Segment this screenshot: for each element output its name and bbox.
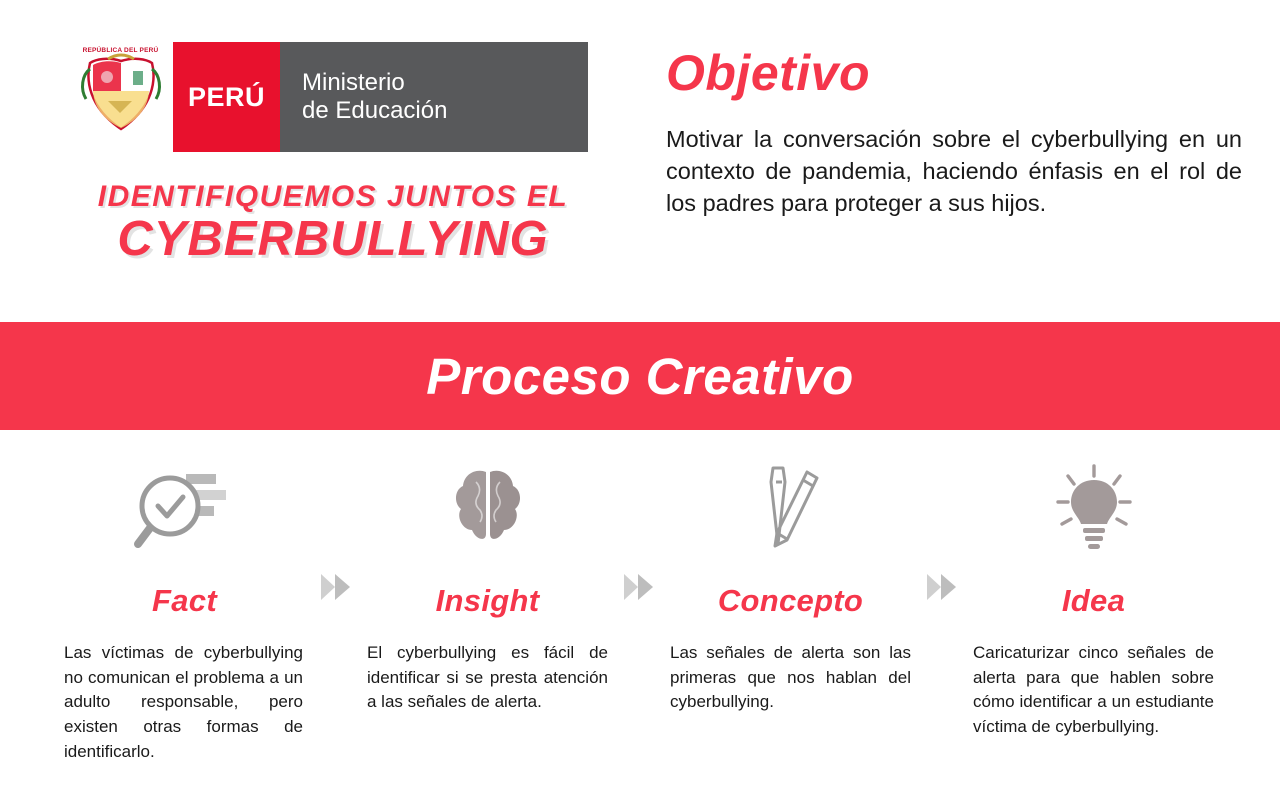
campaign-title-line-2: CYBERBULLYING	[117, 212, 549, 266]
campaign-title-line-1: IDENTIFIQUEMOS JUNTOS EL	[97, 180, 569, 213]
arrow-1	[311, 430, 361, 764]
peru-coat-of-arms-icon	[78, 47, 164, 147]
ministry-line-1: Ministerio	[302, 69, 405, 97]
objective-block	[666, 44, 1242, 220]
objective-title: Objetivo	[666, 45, 871, 101]
magnifier-check-icon	[58, 452, 311, 567]
brain-icon	[361, 452, 614, 567]
process-step-insight	[361, 430, 614, 764]
brand-block	[68, 42, 608, 265]
minedu-logo	[68, 42, 588, 152]
ministry-line-2: de Educación	[302, 97, 448, 124]
process-banner-title: Proceso Creativo	[426, 347, 854, 405]
process-step-text: Las víctimas de cyberbullying no comunican el problema a un adulto responsable, pero existen otras formas de identificarlo.	[64, 643, 303, 761]
process-section	[0, 430, 1280, 800]
process-step-idea	[967, 430, 1220, 764]
process-step-title: Insight	[435, 583, 540, 618]
chevron-right-arrow-icon	[319, 572, 353, 602]
coat-of-arms-cell	[68, 42, 173, 152]
lightbulb-icon	[967, 452, 1220, 567]
chevron-right-arrow-icon	[622, 572, 656, 602]
process-step-text: Caricaturizar cinco señales de alerta para que hablen sobre cómo identificar a un estudiante víctima de cyberbullying.	[973, 643, 1214, 736]
process-step-title: Idea	[1061, 583, 1126, 618]
peru-label-cell	[173, 42, 280, 152]
process-banner	[0, 322, 1280, 430]
pencil-ruler-icon	[664, 452, 917, 567]
header-section	[0, 0, 1280, 322]
campaign-title	[68, 180, 598, 265]
arrow-3	[917, 430, 967, 764]
process-step-title: Concepto	[717, 583, 864, 618]
process-step-fact	[58, 430, 311, 764]
process-step-text: Las señales de alerta son las primeras que nos hablan del cyberbullying.	[670, 643, 911, 712]
chevron-right-arrow-icon	[925, 572, 959, 602]
ministry-label-cell	[280, 42, 588, 152]
objective-text: Motivar la conversación sobre el cyberbullying en un contexto de pandemia, haciendo énfasis en el rol de los padres para proteger a sus hijos.	[666, 126, 1242, 216]
peru-label: PERÚ	[187, 81, 265, 112]
process-step-concepto	[664, 430, 917, 764]
arrow-2	[614, 430, 664, 764]
process-step-title: Fact	[152, 583, 217, 618]
shield-caption: REPÚBLICA DEL PERÚ	[82, 47, 159, 54]
process-step-text: El cyberbullying es fácil de identificar si se presta atención a las señales de alerta.	[367, 643, 608, 712]
